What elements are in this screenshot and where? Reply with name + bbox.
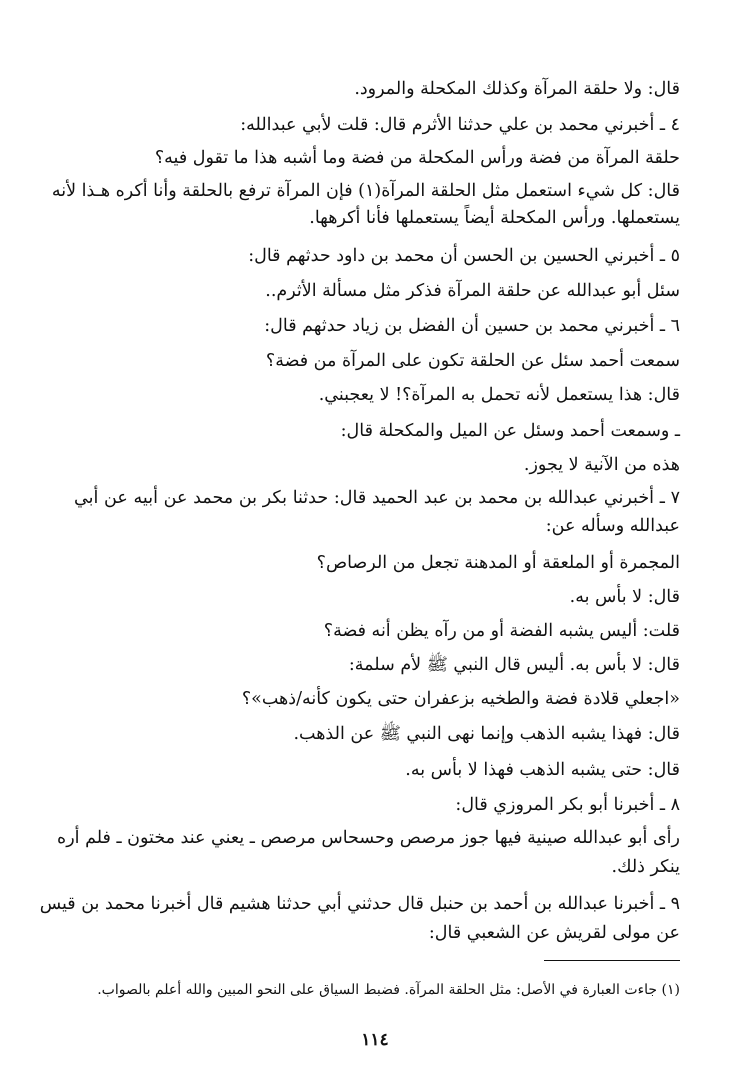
footnote: (١) جاءت العبارة في الأصل: مثل الحلقة المرآة. فضبط السياق على النحو المبين والله أعلم بالصواب. <box>97 982 680 998</box>
text-line: قال: ولا حلقة المرآة وكذلك المكحلة والمرود. <box>354 79 680 99</box>
footnote-separator <box>544 960 680 961</box>
text-line: عبدالله وسأله عن: <box>545 516 680 536</box>
text-line: ٩ ـ أخبرنا عبدالله بن أحمد بن حنبل قال حدثني أبي حدثنا هشيم قال أخبرنا محمد بن قيس <box>39 894 680 914</box>
text-line: المجمرة أو الملعقة أو المدهنة تجعل من الرصاص؟ <box>316 553 680 573</box>
text-line: «اجعلي قلادة فضة والطخيه بزعفران حتى يكون كأنه/ذهب»؟ <box>241 689 680 709</box>
text-line: قال: كل شيء استعمل مثل الحلقة المرآة(١) فإن المرآة ترفع بالحلقة وأنا أكره هـذا لأنه <box>51 181 680 201</box>
text-line: يستعملها. ورأس المكحلة أيضاً يستعملها فأنا أكرهها. <box>309 208 680 228</box>
text-line: هذه من الآنية لا يجوز. <box>523 455 680 475</box>
text-line: ٥ ـ أخبرني الحسين بن الحسن أن محمد بن داود حدثهم قال: <box>248 246 680 266</box>
text-line: قال: لا بأس به. <box>569 587 680 607</box>
text-line: قال: هذا يستعمل لأنه تحمل به المرآة؟! لا يعجبني. <box>318 385 680 405</box>
text-line: ينكر ذلك. <box>611 857 680 877</box>
text-line: ٨ ـ أخبرنا أبو بكر المروزي قال: <box>455 795 680 815</box>
text-line: ـ وسمعت أحمد وسئل عن الميل والمكحلة قال: <box>340 421 680 441</box>
text-line: قلت: أليس يشبه الفضة أو من رآه يظن أنه فضة؟ <box>323 621 680 641</box>
text-line: ٤ ـ أخبرني محمد بن علي حدثنا الأثرم قال: قلت لأبي عبدالله: <box>240 115 680 135</box>
text-line: قال: لا بأس به. أليس قال النبي ﷺ لأم سلمة: <box>348 655 680 675</box>
text-line: سئل أبو عبدالله عن حلقة المرآة فذكر مثل مسألة الأثرم.. <box>265 281 680 301</box>
text-line: عن مولى لقريش عن الشعبي قال: <box>428 923 680 943</box>
text-line: رأى أبو عبدالله صينية فيها جوز مرصص وحسحاس مرصص ـ يعني عند مختون ـ فلم أره <box>57 828 680 848</box>
text-line: ٦ ـ أخبرني محمد بن حسين أن الفضل بن زياد حدثهم قال: <box>264 316 680 336</box>
page-number: ١١٤ <box>361 1030 389 1050</box>
text-line: سمعت أحمد سئل عن الحلقة تكون على المرآة من فضة؟ <box>265 351 680 371</box>
text-line: قال: فهذا يشبه الذهب وإنما نهى النبي ﷺ عن الذهب. <box>293 724 680 744</box>
text-line: قال: حتى يشبه الذهب فهذا لا بأس به. <box>405 760 680 780</box>
text-line: حلقة المرآة من فضة ورأس المكحلة من فضة وما أشبه هذا ما تقول فيه؟ <box>154 148 680 168</box>
text-line: ٧ ـ أخبرني عبدالله بن محمد بن عبد الحميد قال: حدثنا بكر بن محمد عن أبيه عن أبي <box>74 488 680 508</box>
